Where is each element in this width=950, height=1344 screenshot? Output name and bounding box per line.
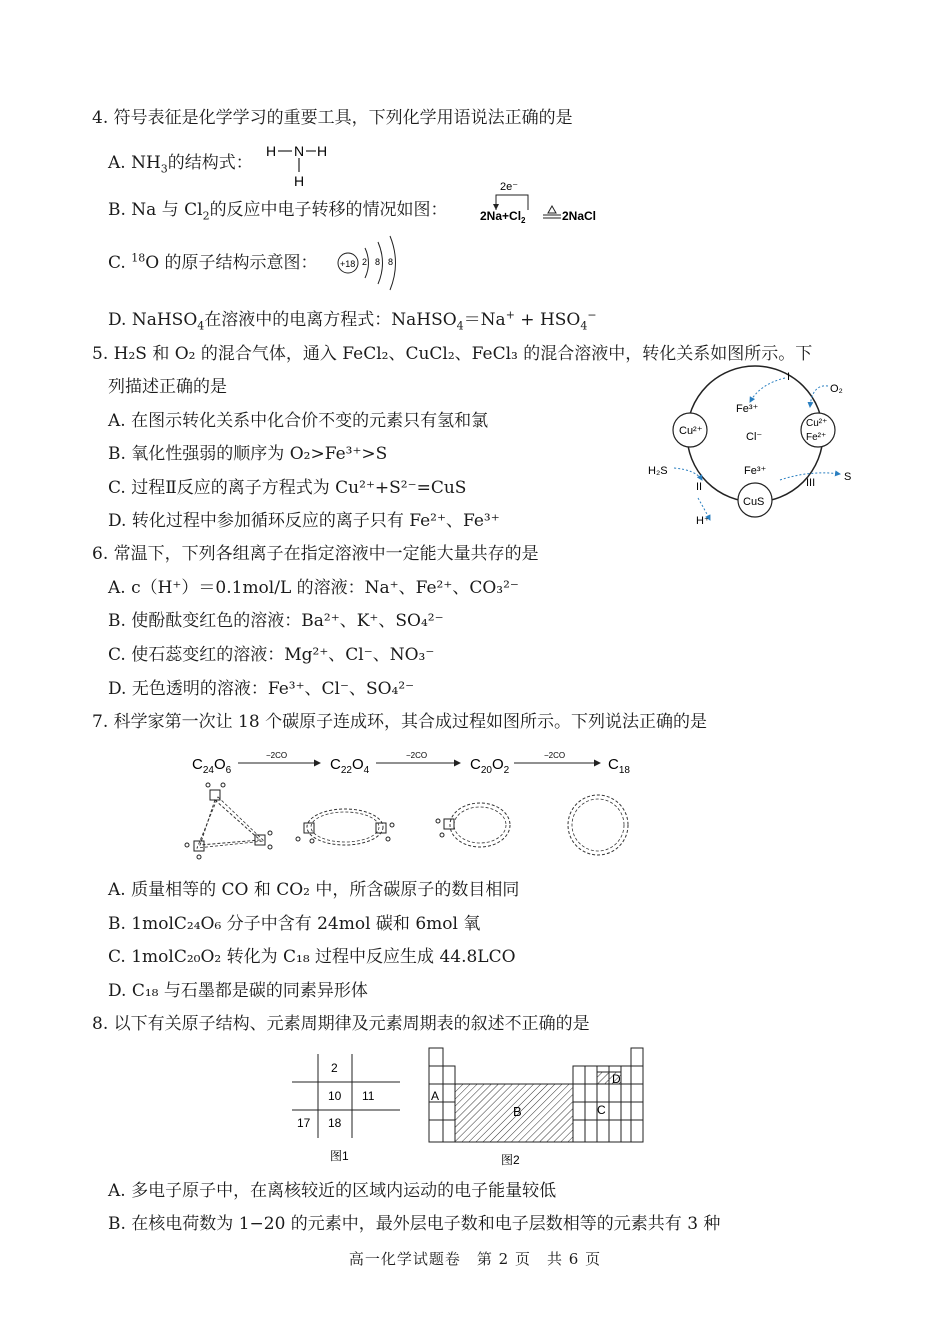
- periodic-table-fig2: [425, 1044, 655, 1170]
- electron-count-label: 2e⁻: [500, 181, 519, 193]
- nh3-h1: H: [266, 143, 277, 159]
- arrow-label-3: −2CO: [544, 751, 566, 760]
- fig2-label-c: C: [597, 1103, 606, 1117]
- roman-II: II: [696, 481, 703, 493]
- fe3-top-label: Fe³⁺: [736, 403, 759, 415]
- q7-option-b: B. 1molC₂₄O₆ 分子中含有 24mol 碳和 6mol 氧: [108, 914, 481, 934]
- fig1-cell-11: 11: [362, 1089, 375, 1103]
- fig1-caption: 图1: [330, 1149, 349, 1163]
- q7-stem: 7. 科学家第一次让 18 个碳原子连成环，其合成过程如图所示。下列说法正确的是: [92, 712, 708, 732]
- reactants-label: 2Na+Cl: [480, 209, 522, 223]
- q7-option-d: D. C₁₈ 与石墨都是碳的同素异形体: [108, 981, 368, 1001]
- shell-2-count: 8: [375, 257, 381, 267]
- fig1-cell-2: 2: [331, 1061, 338, 1075]
- periodic-table-fig1: [290, 1052, 400, 1172]
- svg-text:C22O4: $C_{22}O_4$: [330, 756, 370, 776]
- h2s-label: H₂S: [648, 465, 668, 477]
- fig2-label-d: D: [612, 1072, 621, 1086]
- q4-option-c: C. $^{18}$O 的原子结构示意图：: [108, 251, 318, 273]
- cycle-diagram: [640, 362, 860, 532]
- fig1-cell-17: 17: [297, 1116, 311, 1130]
- page-footer: 高一化学试题卷 第 2 页 共 6 页: [348, 1250, 602, 1268]
- cus-label: CuS: [743, 496, 765, 508]
- q8-option-a: A. 多电子原子中，在离核较近的区域内运动的电子能量较低: [108, 1181, 557, 1201]
- c18-synthesis-figure: [180, 745, 640, 865]
- atom-structure-figure: [332, 234, 412, 294]
- cl-label: Cl⁻: [746, 431, 763, 443]
- product-label: 2NaCl: [562, 209, 597, 223]
- nh3-n: N: [294, 143, 305, 159]
- q4-option-a: A. $NH_3$的结构式：: [108, 153, 253, 176]
- q5-option-b: B. 氧化性强弱的顺序为 O₂>Fe³⁺>S: [108, 444, 388, 464]
- fig1-cell-18: 18: [328, 1116, 342, 1130]
- svg-text:C24O6: $C_{24}O_6$: [192, 756, 232, 776]
- q6-option-b: B. 使酚酞变红色的溶液：Ba²⁺、K⁺、SO₄²⁻: [108, 611, 444, 631]
- q6-stem: 6. 常温下，下列各组离子在指定溶液中一定能大量共存的是: [92, 544, 539, 564]
- fe-right-label: Fe²⁺: [806, 432, 827, 443]
- q4-option-b: B. Na 与 $Cl_2$的反应中电子转移的情况如图：: [108, 200, 448, 223]
- fig2-caption: 图2: [501, 1153, 520, 1167]
- q5-option-a: A. 在图示转化关系中化合价不变的元素只有氢和氯: [108, 411, 489, 431]
- q4-stem: 4. 符号表征是化学学习的重要工具，下列化学用语说法正确的是: [92, 108, 573, 128]
- nh3-structure-figure: [262, 140, 332, 190]
- h-plus-label: H⁺: [696, 515, 710, 527]
- q6-option-c: C. 使石蕊变红的溶液：Mg²⁺、Cl⁻、NO₃⁻: [108, 645, 435, 665]
- q5-option-d: D. 转化过程中参加循环反应的离子只有 Fe²⁺、Fe³⁺: [108, 511, 500, 531]
- cu-right-label: Cu²⁺: [806, 418, 828, 429]
- q5-stem-line1: 5. H₂S 和 O₂ 的混合气体，通入 FeCl₂、CuCl₂、FeCl₃ 的混合溶液中，转化关系如图所示。下: [92, 344, 813, 364]
- q7-option-c: C. 1molC₂₀O₂ 转化为 C₁₈ 过程中反应生成 44.8LCO: [108, 947, 516, 967]
- shell-1-count: 2: [362, 257, 368, 267]
- svg-text:2Na+Cl2: [480, 209, 526, 225]
- q7-option-a: A. 质量相等的 CO 和 CO₂ 中，所含碳原子的数目相同: [108, 880, 520, 900]
- fig2-label-a: A: [431, 1089, 440, 1103]
- s-label: S: [844, 471, 852, 483]
- fig2-label-b: B: [513, 1104, 522, 1119]
- fe3-bottom-label: Fe³⁺: [744, 465, 767, 477]
- nh3-h3: H: [294, 173, 305, 189]
- q5-stem-line2: 列描述正确的是: [108, 377, 227, 397]
- roman-III: III: [806, 477, 816, 489]
- fig1-cell-10: 10: [328, 1089, 342, 1103]
- q6-option-a: A. c（H⁺）＝0.1mol/L 的溶液：Na⁺、Fe²⁺、CO₃²⁻: [108, 578, 519, 598]
- q6-option-d: D. 无色透明的溶液：Fe³⁺、Cl⁻、SO₄²⁻: [108, 679, 415, 699]
- cu-left-label: Cu²⁺: [679, 425, 703, 437]
- electron-transfer-figure: [476, 178, 606, 226]
- q8-option-b: B. 在核电荷数为 1−20 的元素中，最外层电子数和电子层数相等的元素共有 3 种: [108, 1214, 721, 1234]
- arrow-label-1: −2CO: [266, 751, 288, 760]
- roman-I: I: [787, 371, 791, 383]
- nh3-h2: H: [317, 143, 328, 159]
- cl2-subscript: 2: [521, 216, 526, 225]
- svg-text:C18: $C_{18}$: [608, 756, 630, 776]
- nucleus-charge: +18: [340, 259, 356, 269]
- q8-stem: 8. 以下有关原子结构、元素周期律及元素周期表的叙述不正确的是: [92, 1014, 590, 1034]
- q4-option-d: D. NaHSO$_4$在溶液中的电离方程式：NaHSO$_4$＝Na+ + $HSO_4^-$: [108, 308, 597, 333]
- svg-text:C20O2: $C_{20}O_2$: [470, 756, 510, 776]
- q5-option-c: C. 过程Ⅱ反应的离子方程式为 Cu²⁺+S²⁻=CuS: [108, 478, 467, 498]
- o2-label: O₂: [830, 383, 843, 395]
- shell-3-count: 8: [388, 257, 394, 267]
- arrow-label-2: −2CO: [406, 751, 428, 760]
